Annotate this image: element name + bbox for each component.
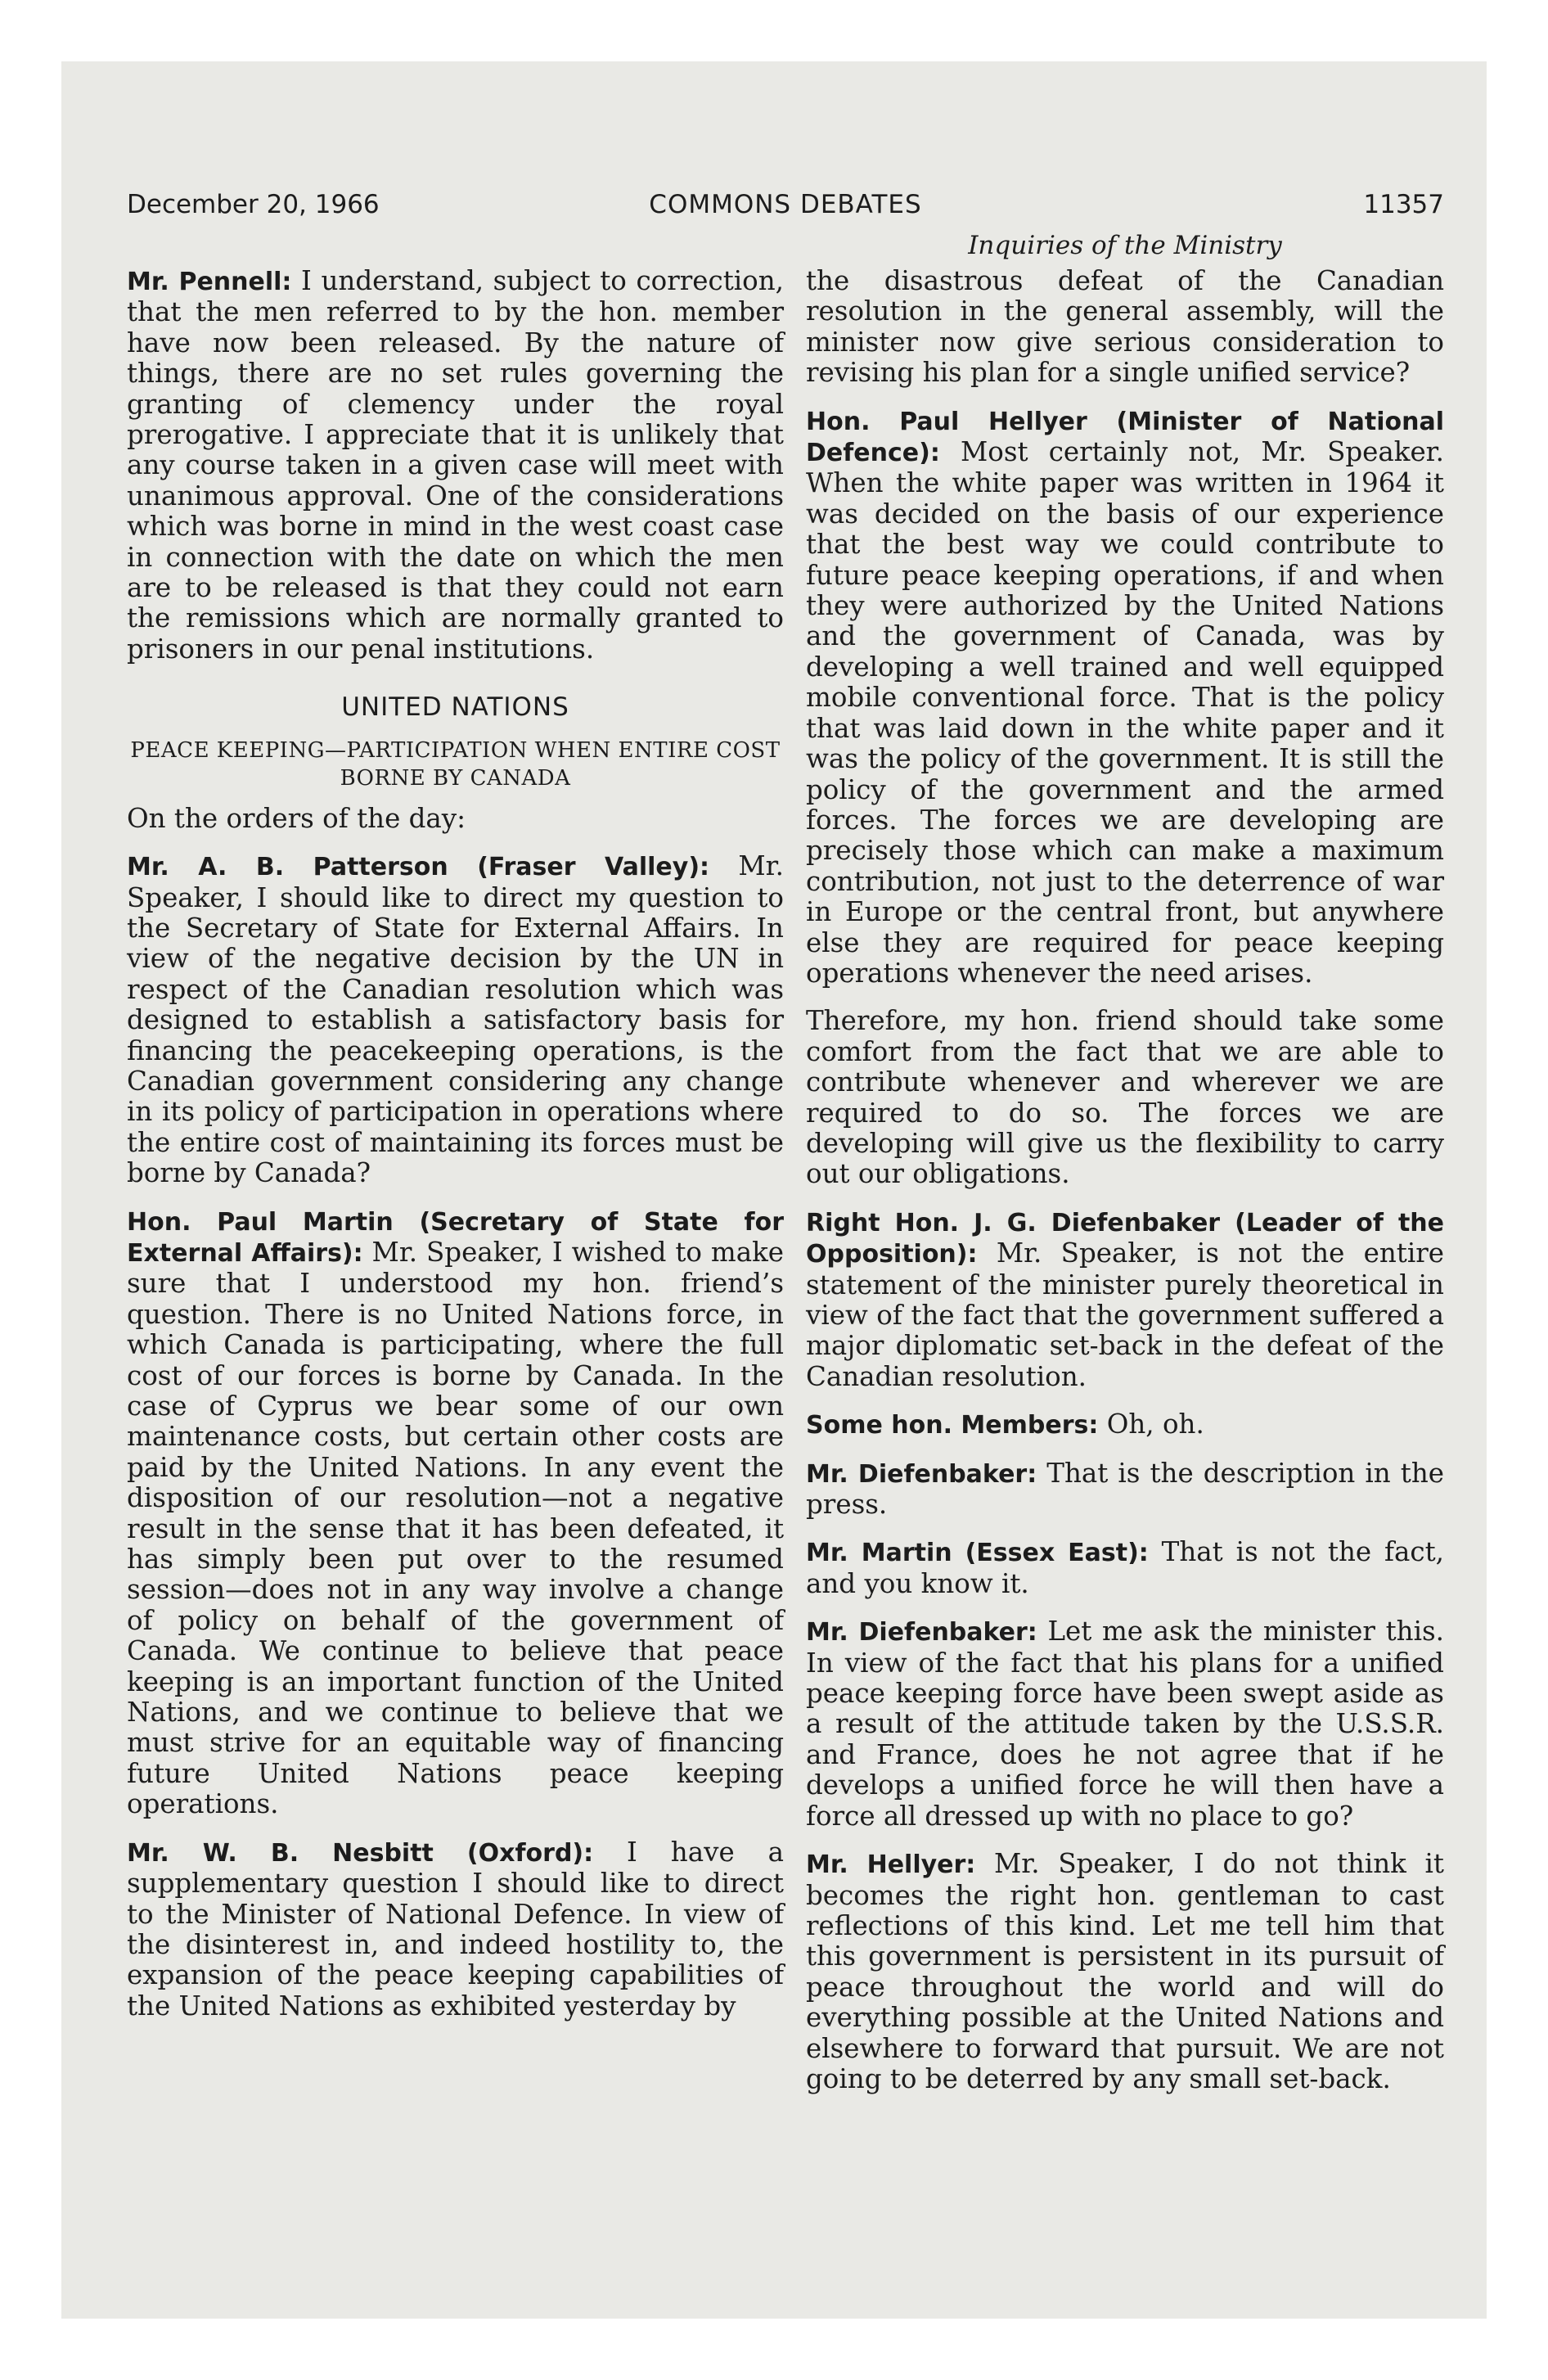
speech-text: Mr. Speaker, I should like to direct my question to the Secretary of State for External Affairs. In view of the negative decision by the UN in respect of the Canadian resolution which was designed to establish a satisfactory basis for financing the peacekeeping operations, is the Canadian government considering any change in its policy of participation in operations where the entire cost of maintaining its forces must be borne by Canada?: [127, 850, 784, 1189]
speech-text: Therefore, my hon. friend should take some comfort from the fact that we are able to contribute whenever and wherever we are required to do so. The forces we are developing will give us the flexibility to carry out our obligations.: [806, 1005, 1444, 1190]
speech-text: I have a supplementary question I should like to direct to the Minister of National Defence. In view of the disinterest in, and indeed hostility to, the expansion of the peace keeping capabilities of the United Nations as exhibited yesterday by: [127, 1836, 784, 2022]
section-heading: UNITED NATIONS: [341, 692, 569, 723]
page-header: [127, 190, 1444, 231]
section-subheading: PEACE KEEPING—PARTICIPATION WHEN ENTIRE COST BORNE BY CANADA: [130, 737, 781, 791]
speaker-name: Hon. Paul Martin (Secretary of State for External Affairs):: [127, 1207, 784, 1268]
orders-of-day: On the orders of the day:: [127, 802, 466, 834]
speaker-name: Mr. Pennell:: [127, 268, 292, 296]
speech-text: Oh, oh.: [1106, 1409, 1204, 1440]
paragraph: [127, 1206, 784, 1820]
speaker-name: Some hon. Members:: [806, 1411, 1099, 1440]
speech-text: I understand, subject to correction, that the men referred to by the hon. member have now been released. By the nature of things, there are no set rules governing the granting of clemency under the royal prerogative. I appreciate that it is unlikely that any course taken in a given case will meet with unanimous approval. One of the considerations which was borne in mind in the west coast case in connection with the date on which the men are to be released is that they could not earn the remissions which are normally granted to prisoners in our penal institutions.: [127, 265, 785, 665]
paragraph: [806, 1616, 1444, 1832]
speech-text: Mr. Speaker, is not the entire statement of the minister purely theoretical in view of the fact that the government suffered a major diplomatic set-back in the defeat of the Canadian resolution.: [806, 1237, 1444, 1392]
speaker-name: Mr. Diefenbaker:: [806, 1459, 1037, 1489]
paragraph: [806, 406, 1444, 989]
speaker-name: Mr. W. B. Nesbitt (Oxford):: [127, 1838, 594, 1868]
paragraph: [806, 1207, 1444, 1392]
right-column: [806, 266, 1444, 2112]
publication-title: COMMONS DEBATES: [649, 190, 922, 219]
speaker-name: Mr. Martin (Essex East):: [806, 1539, 1149, 1568]
speech-text: Let me ask the minister this. In view of the fact that his plans for a unified peace keeping force have been swept aside as a result of the attitude taken by the U.S.S.R. and France, does he not agree that if he develops a unified force he will then have a force all dressed up with no place to go?: [806, 1616, 1444, 1832]
left-column: [127, 266, 784, 2039]
speech-text: That is not the fact, and you know it.: [806, 1536, 1444, 1599]
paragraph: [806, 266, 1444, 389]
paragraph: [127, 1837, 784, 2022]
paragraph: [127, 266, 784, 665]
speech-text: Mr. Speaker, I do not think it becomes the right hon. gentleman to cast reflections of this kind. Let me tell him that this government is persistent in its pursuit of peace throughout the world and will do everything possible at the United Nations and elsewhere to forward that pursuit. We are not going to be deterred by any small set-back.: [806, 1848, 1444, 2094]
speaker-name: Mr. A. B. Patterson (Fraser Valley):: [127, 853, 710, 882]
section-running-head: Inquiries of the Ministry: [968, 231, 1282, 260]
speech-text: the disastrous defeat of the Canadian resolution in the general assembly, will the minister now give serious consideration to revising his plan for a single unified service?: [806, 265, 1444, 389]
speech-text: Most certainly not, Mr. Speaker. When the white paper was written in 1964 it was decided on the basis of our experience that the best way we could contribute to future peace keeping operations, if and when they were authorized by the United Nations and the government of Canada, was by developing a well trained and well equipped mobile conventional force. That is the policy that was laid down in the white paper and it was the policy of the government. It is still the policy of the government and the armed forces. The forces we are developing are precisely those which can make a maximum contribution, not just to the deterrence of war in Europe or the central front, but anywhere else they are required for peace keeping operations whenever the need arises.: [806, 436, 1444, 989]
paragraph: [806, 1849, 1444, 2094]
paragraph: [127, 851, 784, 1188]
speech-text: That is the description in the press.: [806, 1457, 1444, 1521]
speech-text: Mr. Speaker, I wished to make sure that I understood my hon. friend’s question. There is no United Nations force, in which Canada is participating, where the full cost of our forces is borne by Canada. In the case of Cyprus we bear some of our own maintenance costs, but certain other costs are paid by the United Nations. In any event the disposition of our resolution—not a negative result in the sense that it has been defeated, it has simply been put over to the resumed session—does not in any way involve a change of policy on behalf of the government of Canada. We continue to believe that peace keeping is an important function of the United Nations, and we continue to believe that we must strive for an equitable way of financing future United Nations peace keeping operations.: [127, 1236, 784, 1820]
speaker-name: Right Hon. J. G. Diefenbaker (Leader of the Opposition):: [806, 1208, 1444, 1269]
paragraph: [806, 1409, 1444, 1440]
paragraph: [806, 1537, 1444, 1599]
paragraph: [806, 1006, 1444, 1189]
speaker-name: Mr. Diefenbaker:: [806, 1618, 1037, 1648]
header-date: December 20, 1966: [127, 190, 380, 219]
paragraph: [806, 1458, 1444, 1521]
speaker-name: Hon. Paul Hellyer (Minister of National Defence):: [806, 407, 1444, 468]
speaker-name: Mr. Hellyer:: [806, 1850, 976, 1880]
page-number: 11357: [1363, 190, 1444, 219]
